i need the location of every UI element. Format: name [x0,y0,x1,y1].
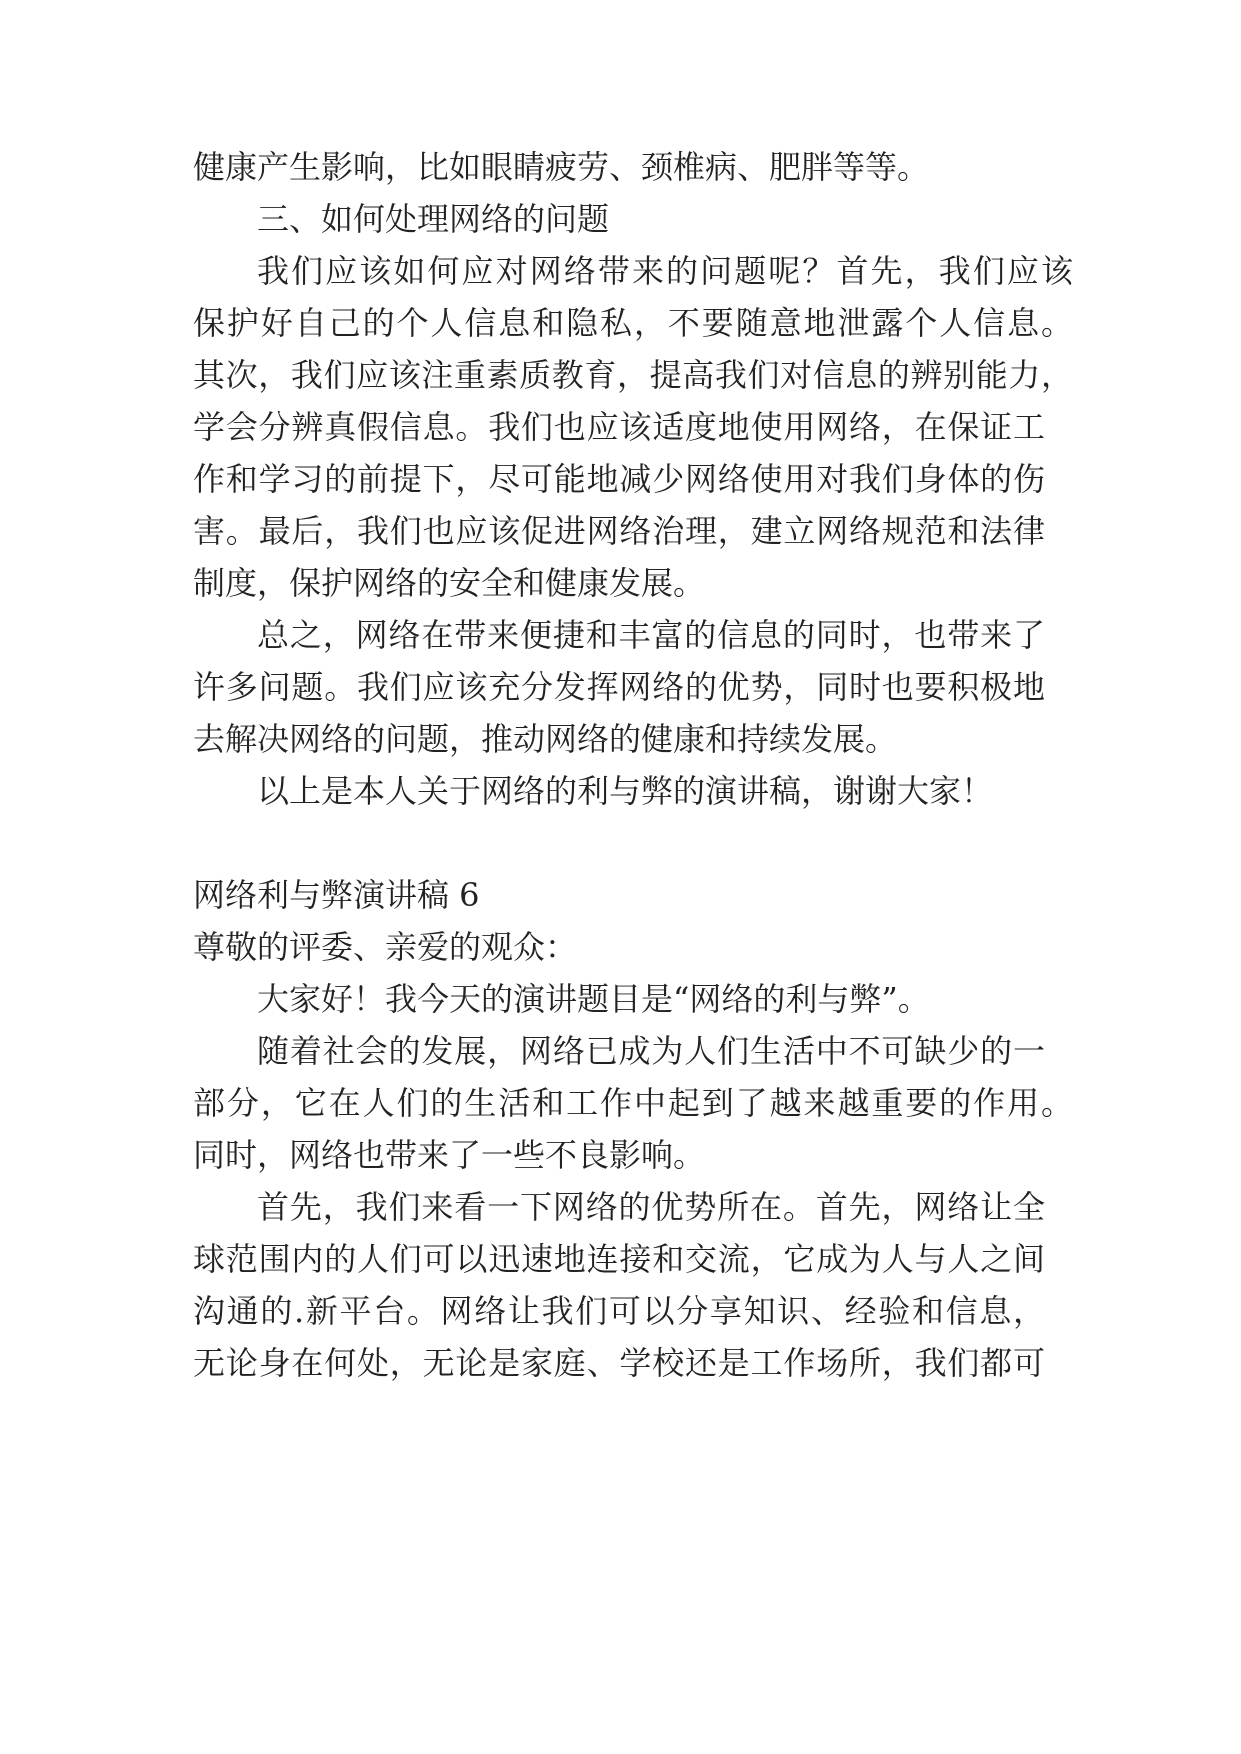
paragraph-line: 作和学习的前提下，尽可能地减少网络使用对我们身体的伤 [193,460,1045,498]
paragraph-line: 球范围内的人们可以迅速地连接和交流，它成为人与人之间 [193,1240,1045,1278]
paragraph-line: 其次，我们应该注重素质教育，提高我们对信息的辨别能力， [193,356,1073,394]
paragraph-line: 总之，网络在带来便捷和丰富的信息的同时，也带来了 [257,616,1045,654]
paragraph-line: 沟通的.新平台。网络让我们可以分享知识、经验和信息， [193,1292,1045,1330]
paragraph-line: 去解决网络的问题，推动网络的健康和持续发展。 [193,720,898,758]
paragraph-line: 同时，网络也带来了一些不良影响。 [193,1136,706,1174]
paragraph-line: 许多问题。我们应该充分发挥网络的优势，同时也要积极地 [193,668,1045,706]
paragraph-line: 学会分辨真假信息。我们也应该适度地使用网络，在保证工 [193,408,1045,446]
salutation: 尊敬的评委、亲爱的观众： [193,928,578,966]
paragraph-line: 无论身在何处，无论是家庭、学校还是工作场所，我们都可 [193,1344,1045,1382]
paragraph-line: 大家好！我今天的演讲题目是“网络的利与弊”。 [257,980,930,1018]
document-title: 网络利与弊演讲稿 6 [193,876,480,914]
paragraph-line: 保护好自己的个人信息和隐私，不要随意地泄露个人信息。 [193,304,1073,342]
paragraph-line: 我们应该如何应对网络带来的问题呢？首先，我们应该 [257,252,1073,290]
section-heading: 三、如何处理网络的问题 [257,200,610,238]
paragraph-line: 以上是本人关于网络的利与弊的演讲稿，谢谢大家！ [257,772,994,810]
paragraph-line: 害。最后，我们也应该促进网络治理，建立网络规范和法律 [193,512,1045,550]
paragraph-line: 随着社会的发展，网络已成为人们生活中不可缺少的一 [257,1032,1045,1070]
paragraph-line: 首先，我们来看一下网络的优势所在。首先，网络让全 [257,1188,1045,1226]
paragraph-line: 制度，保护网络的安全和健康发展。 [193,564,706,602]
paragraph-line: 健康产生影响，比如眼睛疲劳、颈椎病、肥胖等等。 [193,148,930,186]
paragraph-line: 部分，它在人们的生活和工作中起到了越来越重要的作用。 [193,1084,1073,1122]
